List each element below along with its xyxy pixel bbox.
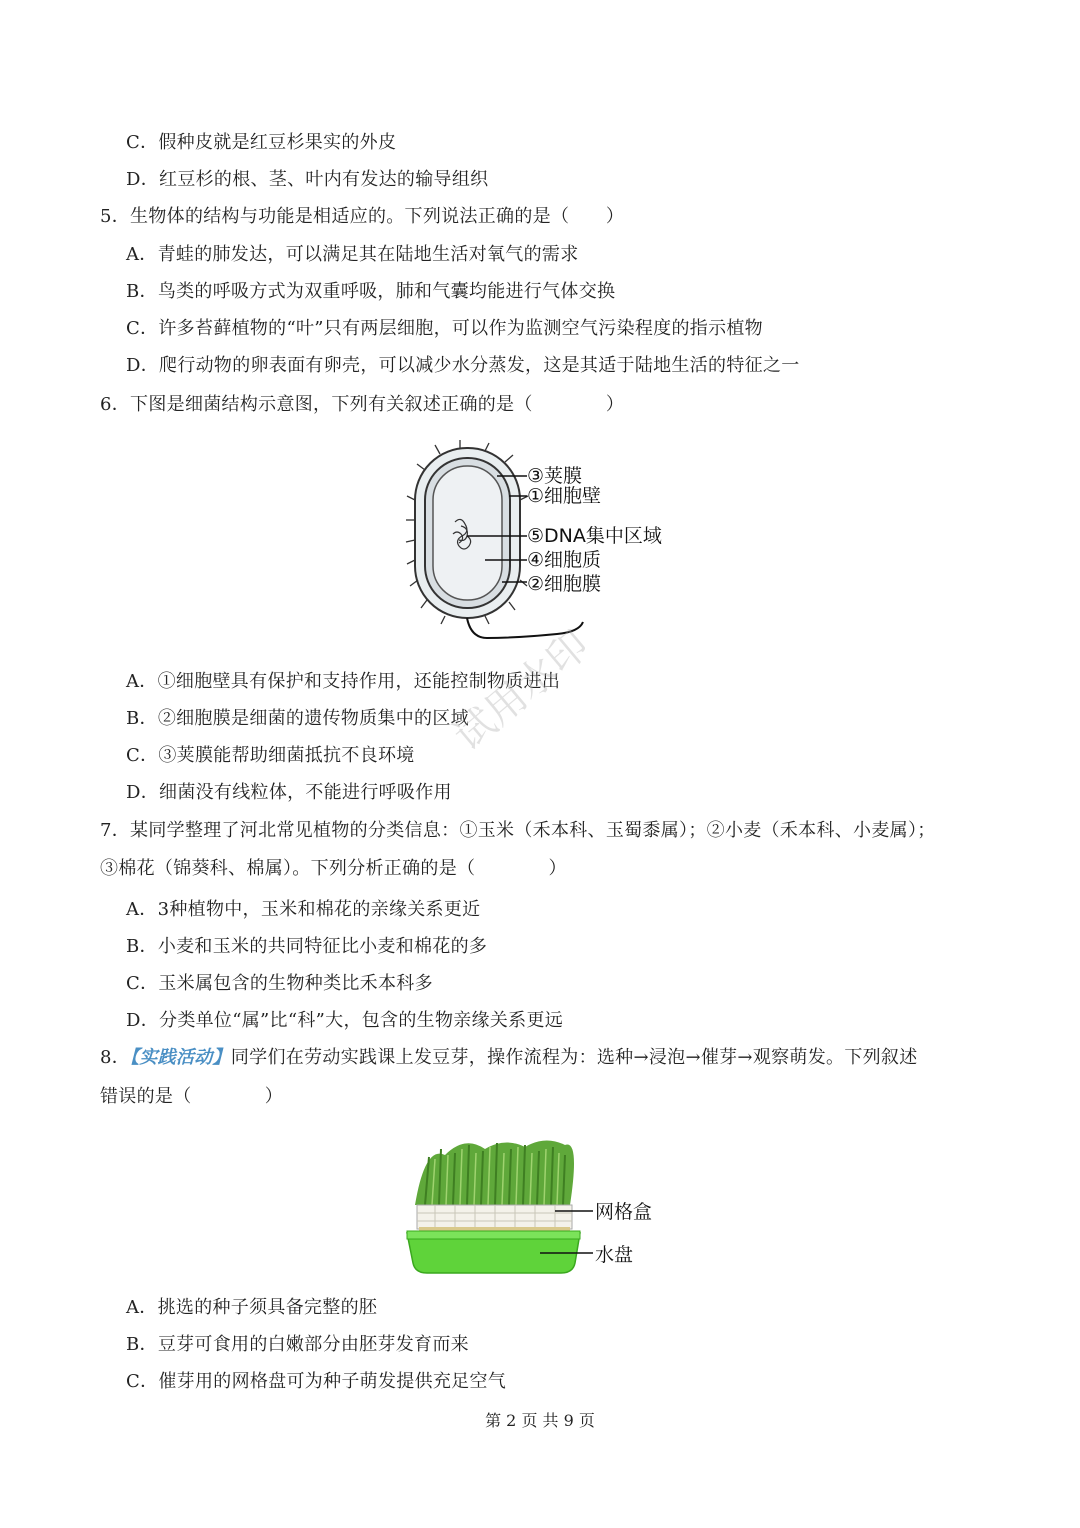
- label-water-tray: 水盘: [595, 1244, 634, 1266]
- bean-sprouts: [415, 1140, 574, 1205]
- label-cell-membrane: ②细胞膜: [527, 573, 602, 595]
- label-grid-box: 网格盒: [595, 1201, 653, 1223]
- q6-option-b: B．②细胞膜是细菌的遗传物质集中的区域: [126, 708, 469, 729]
- q7-option-b: B．小麦和玉米的共同特征比小麦和棉花的多: [126, 936, 488, 957]
- q4-option-c: C．假种皮就是红豆杉果实的外皮: [126, 132, 397, 153]
- q7-stem-line2: ③棉花（锦葵科、棉属）。下列分析正确的是（ ）: [100, 858, 567, 879]
- q6-stem: 6．下图是细菌结构示意图，下列有关叙述正确的是（ ）: [100, 394, 625, 415]
- q8-option-a: A．挑选的种子须具备完整的胚: [126, 1297, 378, 1318]
- q8-number: 8．: [100, 1047, 131, 1068]
- q6-option-a: A．①细胞壁具有保护和支持作用，还能控制物质进出: [126, 671, 561, 692]
- watermark: 试用水印: [445, 622, 598, 761]
- q5-option-d: D．爬行动物的卵表面有卵壳，可以减少水分蒸发，这是其适于陆地生活的特征之一: [126, 355, 800, 376]
- q4-option-d: D．红豆杉的根、茎、叶内有发达的输导组织: [126, 169, 489, 190]
- grid-box: [417, 1205, 572, 1233]
- q8-stem-line1: [100, 1046, 918, 1070]
- q7-option-c: C．玉米属包含的生物种类比禾本科多: [126, 973, 433, 994]
- q5-stem: 5．生物体的结构与功能是相适应的。下列说法正确的是（ ）: [100, 206, 625, 227]
- water-tray: [407, 1231, 580, 1273]
- bacterium-diagram: [405, 440, 675, 650]
- q6-option-d: D．细菌没有线粒体，不能进行呼吸作用: [126, 782, 452, 803]
- page-footer: 第 2 页 共 9 页: [485, 1411, 595, 1430]
- sprout-tray-diagram: [405, 1135, 675, 1280]
- q8-option-b: B．豆芽可食用的白嫩部分由胚芽发育而来: [126, 1334, 469, 1355]
- q8-stem-line2: 错误的是（ ）: [100, 1086, 283, 1107]
- q8-option-c: C．催芽用的网格盘可为种子萌发提供充足空气: [126, 1371, 507, 1392]
- q7-stem-line1: 7．某同学整理了河北常见植物的分类信息：①玉米（禾本科、玉蜀黍属）；②小麦（禾本科、小麦属）；: [100, 820, 936, 841]
- q5-option-c: C．许多苔藓植物的“叶”只有两层细胞，可以作为监测空气污染程度的指示植物: [126, 318, 763, 339]
- q5-option-a: A．青蛙的肺发达，可以满足其在陆地生活对氧气的需求: [126, 244, 579, 265]
- q7-option-d: D．分类单位“属”比“科”大，包含的生物亲缘关系更远: [126, 1010, 564, 1031]
- label-dna-region: ⑤DNA集中区域: [527, 525, 662, 547]
- q8-stem-text: 同学们在劳动实践课上发豆芽，操作流程为：选种→浸泡→催芽→观察萌发。下列叙述: [230, 1047, 918, 1068]
- label-capsule: ③荚膜: [527, 465, 583, 487]
- label-cell-wall: ①细胞壁: [527, 485, 602, 507]
- q5-option-b: B．鸟类的呼吸方式为双重呼吸，肺和气囊均能进行气体交换: [126, 281, 616, 302]
- q7-option-a: A．3种植物中，玉米和棉花的亲缘关系更近: [126, 899, 481, 920]
- label-cytoplasm: ④细胞质: [527, 549, 602, 571]
- q8-activity-tag: 【实践活动】: [130, 1047, 231, 1068]
- q6-option-c: C．③荚膜能帮助细菌抵抗不良环境: [126, 745, 415, 766]
